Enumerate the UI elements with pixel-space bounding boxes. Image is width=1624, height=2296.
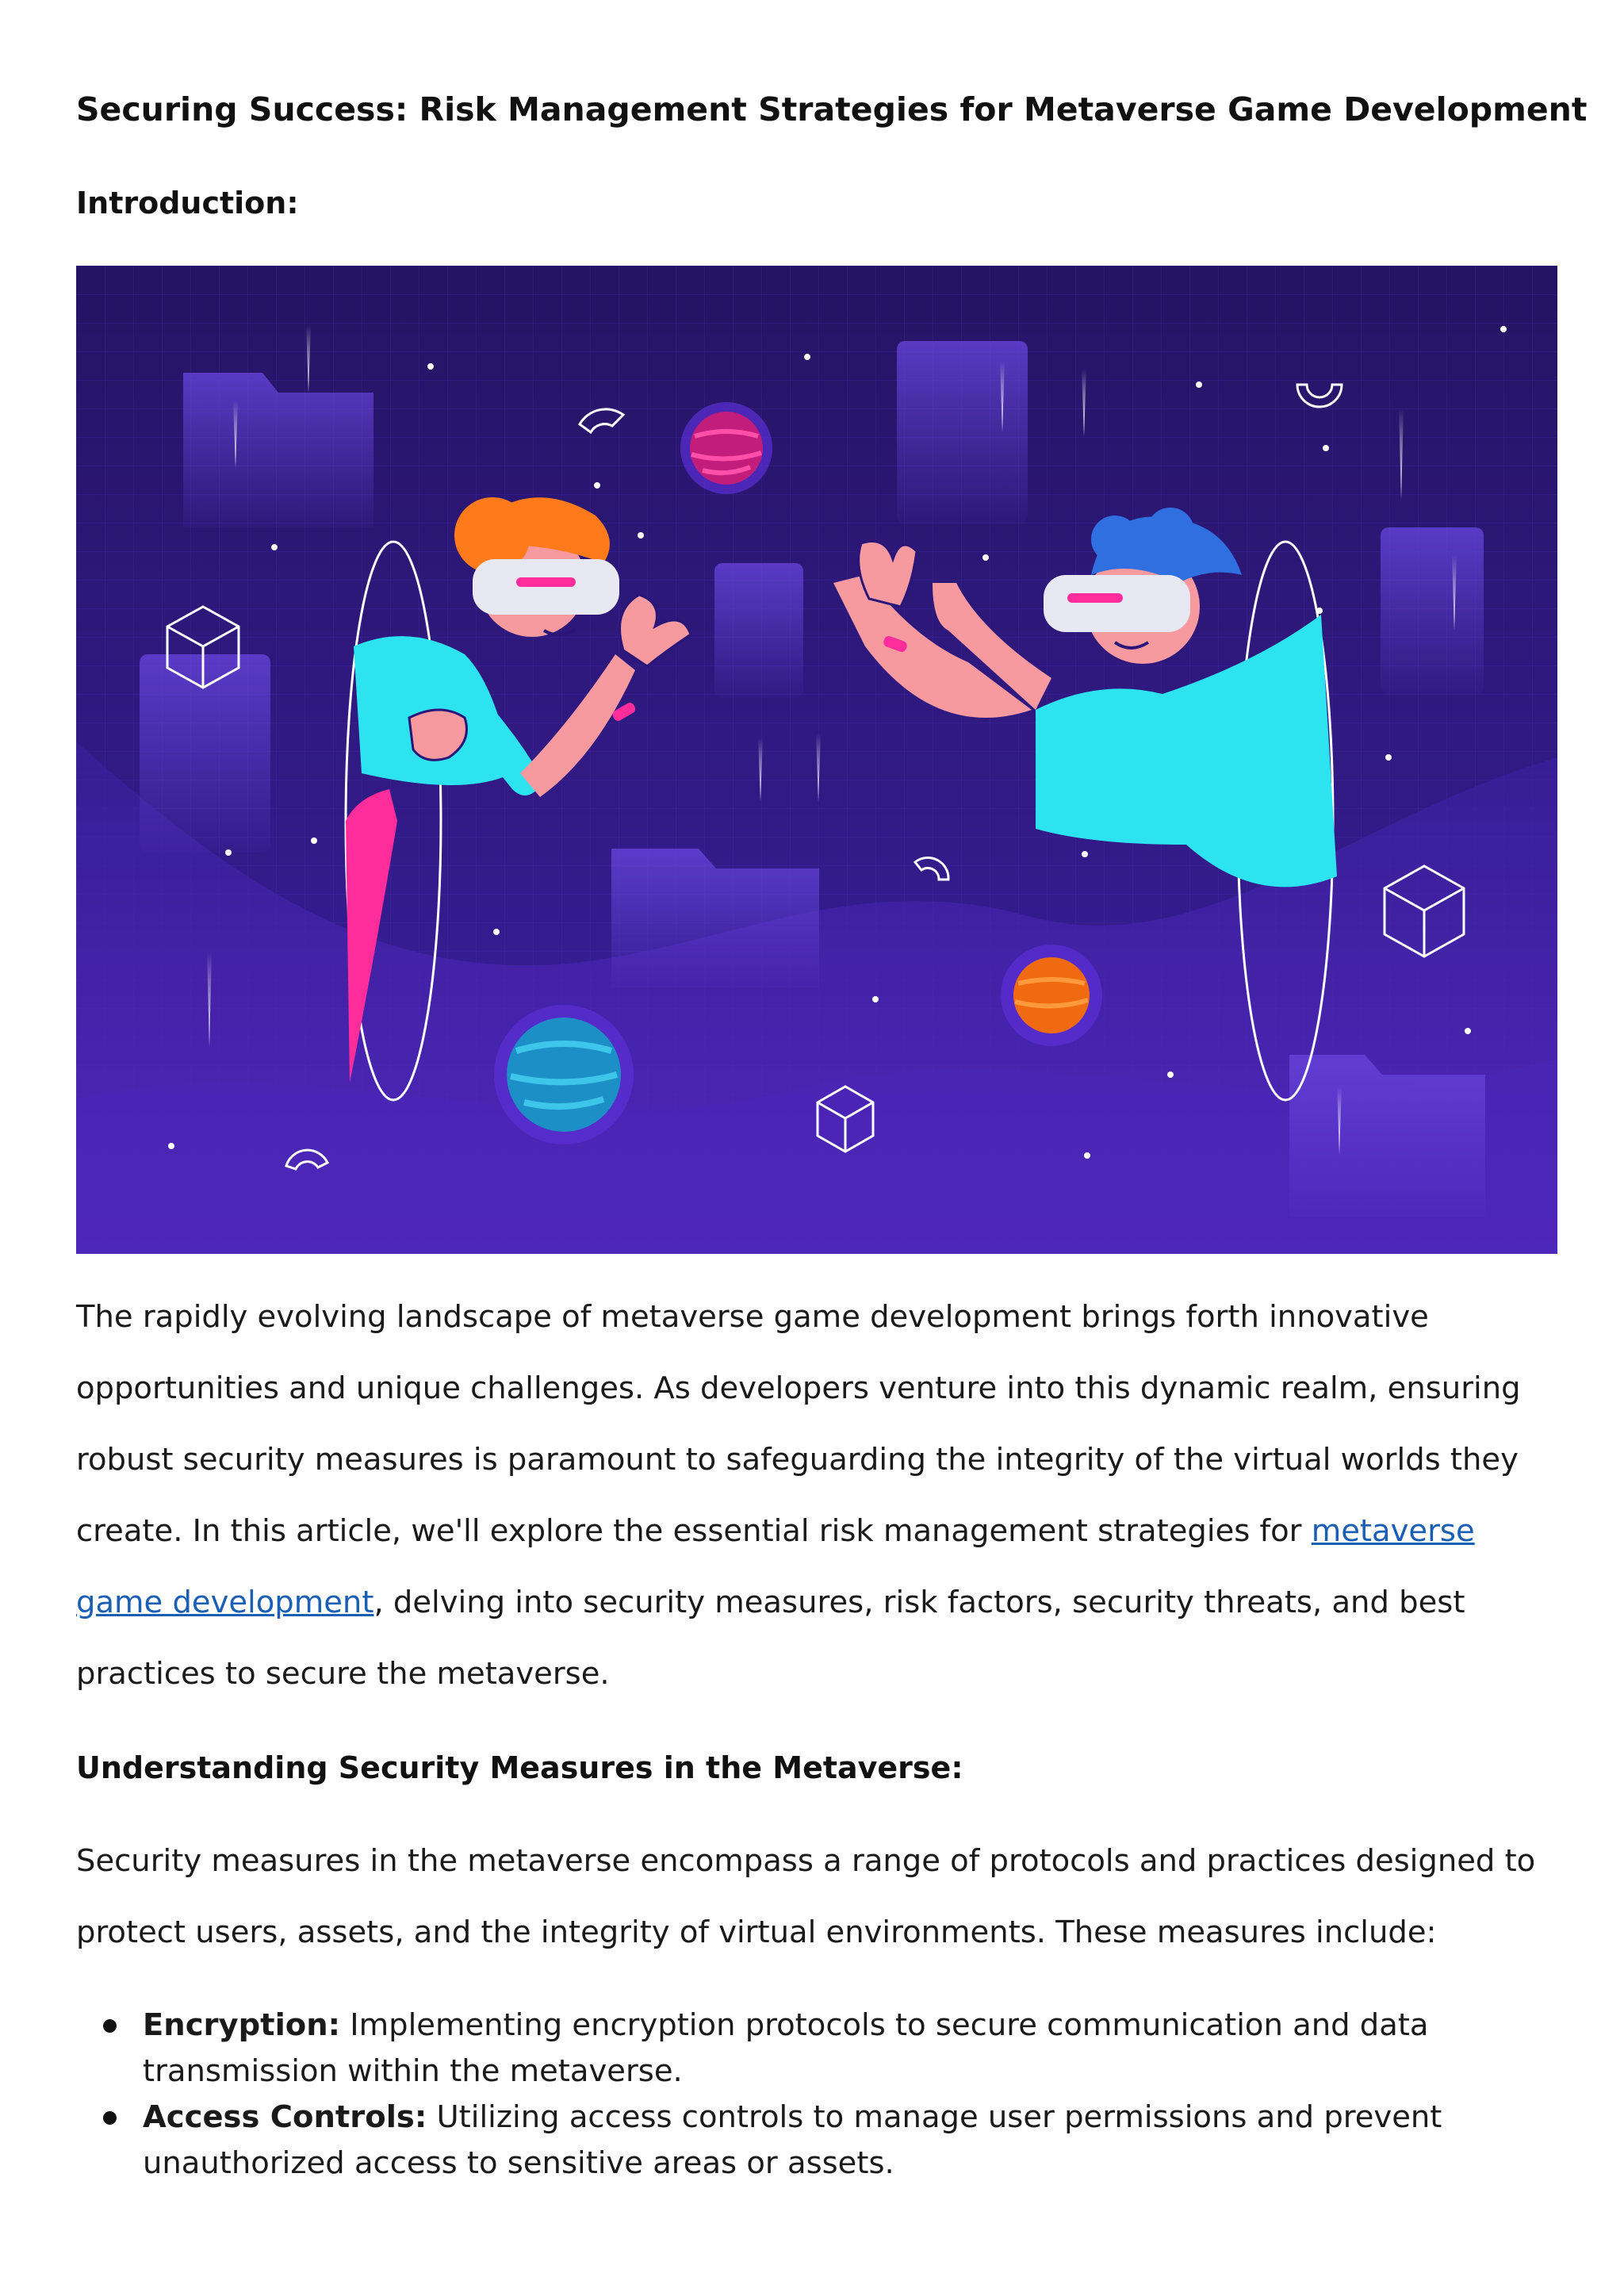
bullet-icon bbox=[103, 2019, 117, 2033]
intro-paragraph bbox=[76, 1282, 1559, 1710]
list-item-term: Access Controls: bbox=[143, 2099, 427, 2135]
list-item-term: Encryption: bbox=[143, 2007, 341, 2043]
metaverse-vr-illustration bbox=[76, 266, 1557, 1254]
list-item bbox=[76, 2095, 1559, 2187]
security-measures-list bbox=[76, 2003, 1559, 2187]
intro-heading: Introduction: bbox=[76, 186, 299, 220]
hero-illustration bbox=[76, 266, 1557, 1254]
intro-text-after-link: , delving into security measures, risk factors, security threats, and best practices to secure the metaverse. bbox=[76, 1585, 1465, 1692]
section-paragraph: Security measures in the metaverse encompass a range of protocols and practices designed to protect users, assets, and the integrity of virtual environments. These measures include: bbox=[76, 1843, 1536, 1950]
list-item-text: Implementing encryption protocols to secure communication and data transmission within the metaverse. bbox=[143, 2007, 1429, 2089]
intro-text-before-link: The rapidly evolving landscape of metaverse game development brings forth innovative opportunities and unique challenges. As developers venture into this dynamic realm, ensuring robust security measures is paramount to safeguarding the integrity of the virtual worlds they create. In this article, we'll explore the essential risk management strategies for bbox=[76, 1299, 1521, 1549]
list-item-text: Utilizing access controls to manage user permissions and prevent unauthorized access to sensitive areas or assets. bbox=[143, 2099, 1442, 2181]
bullet-icon bbox=[103, 2111, 117, 2125]
section-heading: Understanding Security Measures in the Metaverse: bbox=[76, 1750, 963, 1785]
vr-headset-icon bbox=[1044, 575, 1190, 632]
article-title: Securing Success: Risk Management Strategies for Metaverse Game Development bbox=[76, 90, 1588, 128]
metaverse-game-development-link[interactable]: metaverse game development bbox=[76, 1513, 1475, 1620]
list-item bbox=[76, 2003, 1559, 2095]
